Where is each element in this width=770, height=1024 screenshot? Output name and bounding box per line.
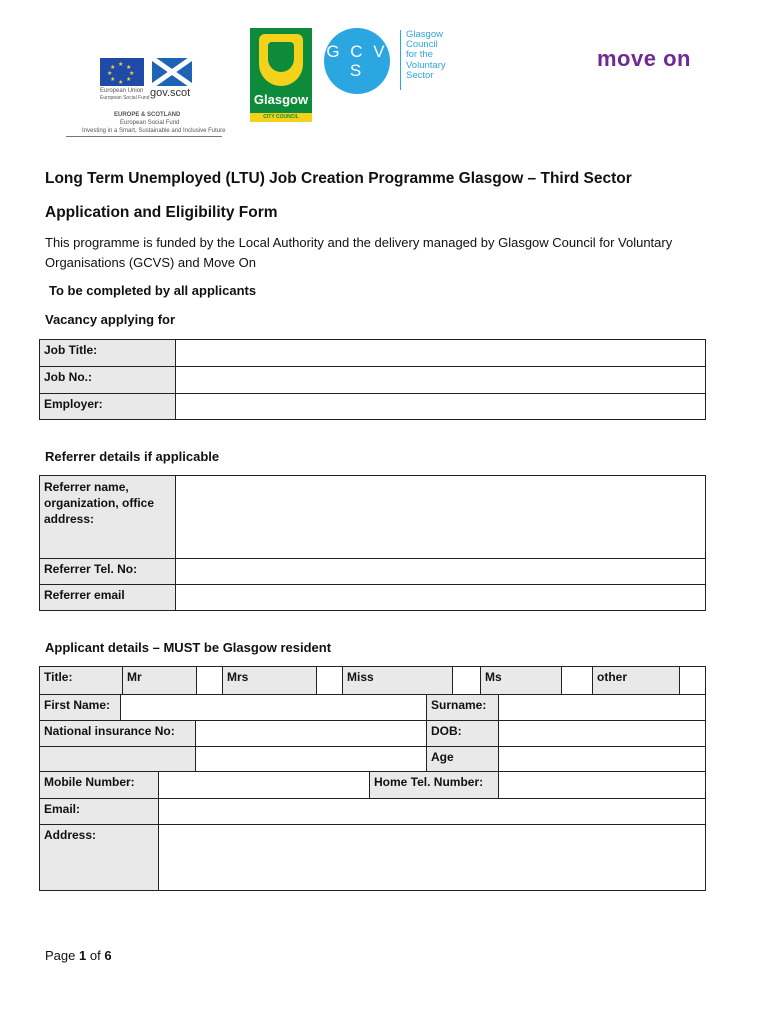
referrer-name-field[interactable] <box>175 476 705 558</box>
title-mr-checkbox[interactable] <box>196 667 222 694</box>
eu-label: European Union <box>100 88 144 94</box>
eu-scotland-fund-label: European Social Fund <box>120 120 180 126</box>
title-mrs-checkbox[interactable] <box>316 667 342 694</box>
title-ms-checkbox[interactable] <box>561 667 592 694</box>
ni-label: National insurance No: <box>40 721 195 746</box>
saltire-flag-logo <box>152 58 192 86</box>
applicant-heading: Applicant details – MUST be Glasgow resident <box>45 640 332 655</box>
table-row <box>40 366 705 393</box>
gcvs-logo: G C V S <box>324 28 390 94</box>
table-row <box>40 476 705 558</box>
move-on-logo: move on <box>597 46 691 71</box>
gcvs-name: Glasgow Council for the Voluntary Sector <box>406 29 446 81</box>
first-name-field[interactable] <box>120 695 426 720</box>
table-row <box>40 771 705 798</box>
ni-field[interactable] <box>195 721 426 746</box>
title-option-mrs: Mrs <box>222 667 316 694</box>
referrer-table <box>39 475 706 611</box>
table-row <box>40 584 705 610</box>
form-subtitle: Application and Eligibility Form <box>45 204 278 221</box>
table-row <box>40 340 705 366</box>
home-tel-field[interactable] <box>498 772 705 798</box>
logo-divider <box>66 136 222 137</box>
home-tel-label: Home Tel. Number: <box>369 772 498 798</box>
employer-label: Employer: <box>40 394 175 419</box>
referrer-tel-label: Referrer Tel. No: <box>40 559 175 584</box>
eu-fund-label: European Social Fund <box>100 95 150 101</box>
eu-flag-logo: ★ ★ ★ ★ ★ ★ ★ ★ <box>100 58 144 86</box>
table-row <box>40 558 705 584</box>
table-row <box>40 694 705 720</box>
referrer-tel-field[interactable] <box>175 559 705 584</box>
referrer-heading: Referrer details if applicable <box>45 449 220 464</box>
email-label: Email: <box>40 799 158 824</box>
job-title-label: Job Title: <box>40 340 175 366</box>
title-option-miss: Miss <box>342 667 452 694</box>
city-council-label: CITY COUNCIL <box>263 114 299 120</box>
vacancy-table <box>39 339 706 420</box>
title-other-checkbox[interactable] <box>679 667 705 694</box>
table-row <box>40 667 705 694</box>
surname-field[interactable] <box>498 695 705 720</box>
table-row <box>40 393 705 419</box>
title-label: Title: <box>40 667 122 694</box>
address-field[interactable] <box>158 825 705 890</box>
glasgow-label: Glasgow <box>253 92 309 107</box>
table-row <box>40 746 705 771</box>
blank-field[interactable] <box>195 747 426 771</box>
intro-text: This programme is funded by the Local Authority and the delivery managed by Glasgow Council for Voluntary Organisations (GCVS) and Move On <box>45 235 673 270</box>
govscot-label: gov.scot <box>150 87 191 99</box>
table-row <box>40 798 705 824</box>
form-title: Long Term Unemployed (LTU) Job Creation Programme Glasgow – Third Sector <box>45 170 632 187</box>
blank-label <box>40 747 195 771</box>
email-field[interactable] <box>158 799 705 824</box>
applicant-table <box>39 666 706 891</box>
first-name-label: First Name: <box>40 695 120 720</box>
title-option-ms: Ms <box>480 667 561 694</box>
all-applicants-note: To be completed by all applicants <box>49 283 257 298</box>
gcvs-divider <box>400 30 401 90</box>
job-title-field[interactable] <box>175 340 705 366</box>
eu-tagline: Investing in a Smart, Sustainable and Inclusive Future <box>82 128 226 134</box>
age-label: Age <box>426 747 498 771</box>
title-option-mr: Mr <box>122 667 196 694</box>
title-option-other: other <box>592 667 679 694</box>
mobile-label: Mobile Number: <box>40 772 158 798</box>
vacancy-heading: Vacancy applying for <box>45 312 176 327</box>
address-label: Address: <box>40 825 158 890</box>
dob-field[interactable] <box>498 721 705 746</box>
surname-label: Surname: <box>426 695 498 720</box>
eu-scotland-label: EUROPE & SCOTLAND <box>114 112 181 118</box>
referrer-email-field[interactable] <box>175 585 705 610</box>
page-number: Page 1 of 6 <box>45 948 112 963</box>
table-row <box>40 824 705 890</box>
mobile-field[interactable] <box>158 772 369 798</box>
job-no-label: Job No.: <box>40 367 175 393</box>
title-miss-checkbox[interactable] <box>452 667 480 694</box>
glasgow-city-council-logo <box>250 28 312 122</box>
table-row <box>40 720 705 746</box>
job-no-field[interactable] <box>175 367 705 393</box>
referrer-name-label: Referrer name, organization, office address: <box>40 476 175 558</box>
employer-field[interactable] <box>175 394 705 419</box>
referrer-email-label: Referrer email <box>40 585 175 610</box>
age-field[interactable] <box>498 747 705 771</box>
dob-label: DOB: <box>426 721 498 746</box>
